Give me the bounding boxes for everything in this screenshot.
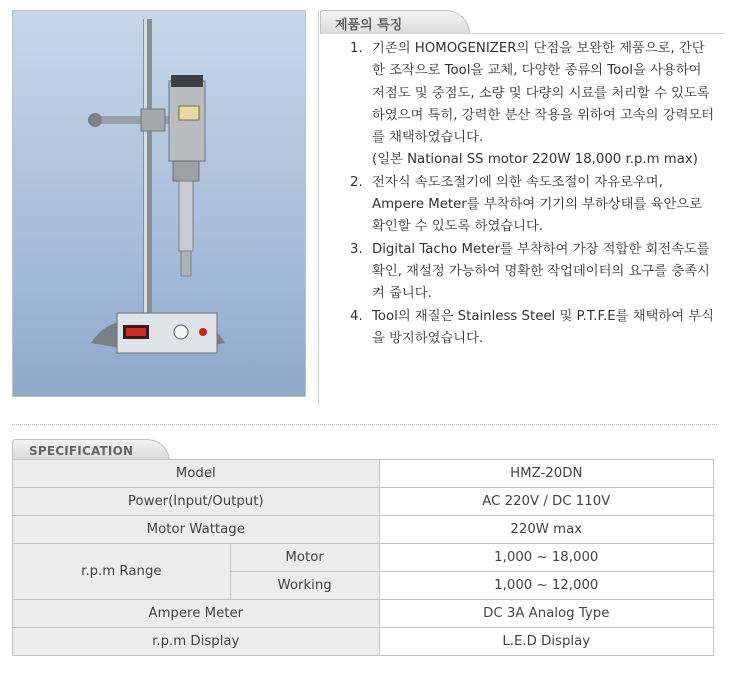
- homogenizer-illustration: [13, 11, 305, 396]
- feature-item: [346, 306, 716, 351]
- spec-value: DC 3A Analog Type: [379, 600, 713, 628]
- table-row: [13, 460, 714, 488]
- spec-sublabel: Motor: [230, 544, 379, 572]
- feature-text: 기존의 HOMOGENIZER의 단점을 보완한 제품으로, 간단한 조작으로 Tool을 교체, 다양한 종류의 Tool을 사용하여 저점도 및 중점도, 소량 및 다량의 시료를 처리할 수 있도록 하였으며 특히, 강력한 분산 작용을 위하여 고속의 강력모터를 채택하였습니다.: [372, 41, 715, 146]
- dotted-separator: [12, 424, 717, 425]
- spec-label: Ampere Meter: [13, 600, 380, 628]
- specification-table: [12, 459, 714, 656]
- feature-text: Digital Tacho Meter를 부착하여 가장 적합한 회전속도를 확인, 재설정 가능하여 명확한 작업데이터의 요구를 충족시켜 줍니다.: [372, 241, 710, 302]
- features-title: 제품의 특징: [335, 18, 403, 33]
- feature-item: [346, 172, 716, 239]
- feature-text: 전자식 속도조절기에 의한 속도조절이 자유로우며, Ampere Meter를 부착하여 기기의 부하상태를 육안으로 확인할 수 있도록 하였습니다.: [372, 174, 703, 235]
- feature-item: [346, 38, 716, 172]
- spec-label: Motor Wattage: [13, 516, 380, 544]
- features-tab-underline: [320, 33, 725, 34]
- table-row: [13, 544, 714, 572]
- feature-number: 4.: [350, 308, 363, 324]
- feature-number: 2.: [350, 174, 363, 190]
- feature-list: [346, 38, 716, 350]
- spec-value: 1,000 ~ 12,000: [379, 572, 713, 600]
- table-row: [13, 488, 714, 516]
- features-tab: [320, 10, 470, 34]
- specification-title: SPECIFICATION: [29, 444, 134, 458]
- spec-value: 220W max: [379, 516, 713, 544]
- spec-value: L.E.D Display: [379, 628, 713, 656]
- spec-value: AC 220V / DC 110V: [379, 488, 713, 516]
- spec-label: Model: [13, 460, 380, 488]
- table-row: [13, 516, 714, 544]
- feature-number: 1.: [350, 41, 363, 56]
- table-row: [13, 628, 714, 656]
- spec-value: HMZ-20DN: [379, 460, 713, 488]
- feature-number: 3.: [350, 241, 363, 257]
- table-row: [13, 600, 714, 628]
- spec-value: 1,000 ~ 18,000: [379, 544, 713, 572]
- spec-label: Power(Input/Output): [13, 488, 380, 516]
- section-divider: [318, 10, 319, 405]
- spec-sublabel: Working: [230, 572, 379, 600]
- spec-label: r.p.m Range: [13, 544, 231, 600]
- feature-note: (일본 National SS motor 220W 18,000 r.p.m max): [372, 152, 698, 168]
- feature-item: [346, 239, 716, 306]
- product-photo: [12, 10, 306, 397]
- feature-text: Tool의 재질은 Stainless Steel 및 P.T.F.E를 채택하여 부식을 방지하였습니다.: [372, 308, 714, 346]
- spec-label: r.p.m Display: [13, 628, 380, 656]
